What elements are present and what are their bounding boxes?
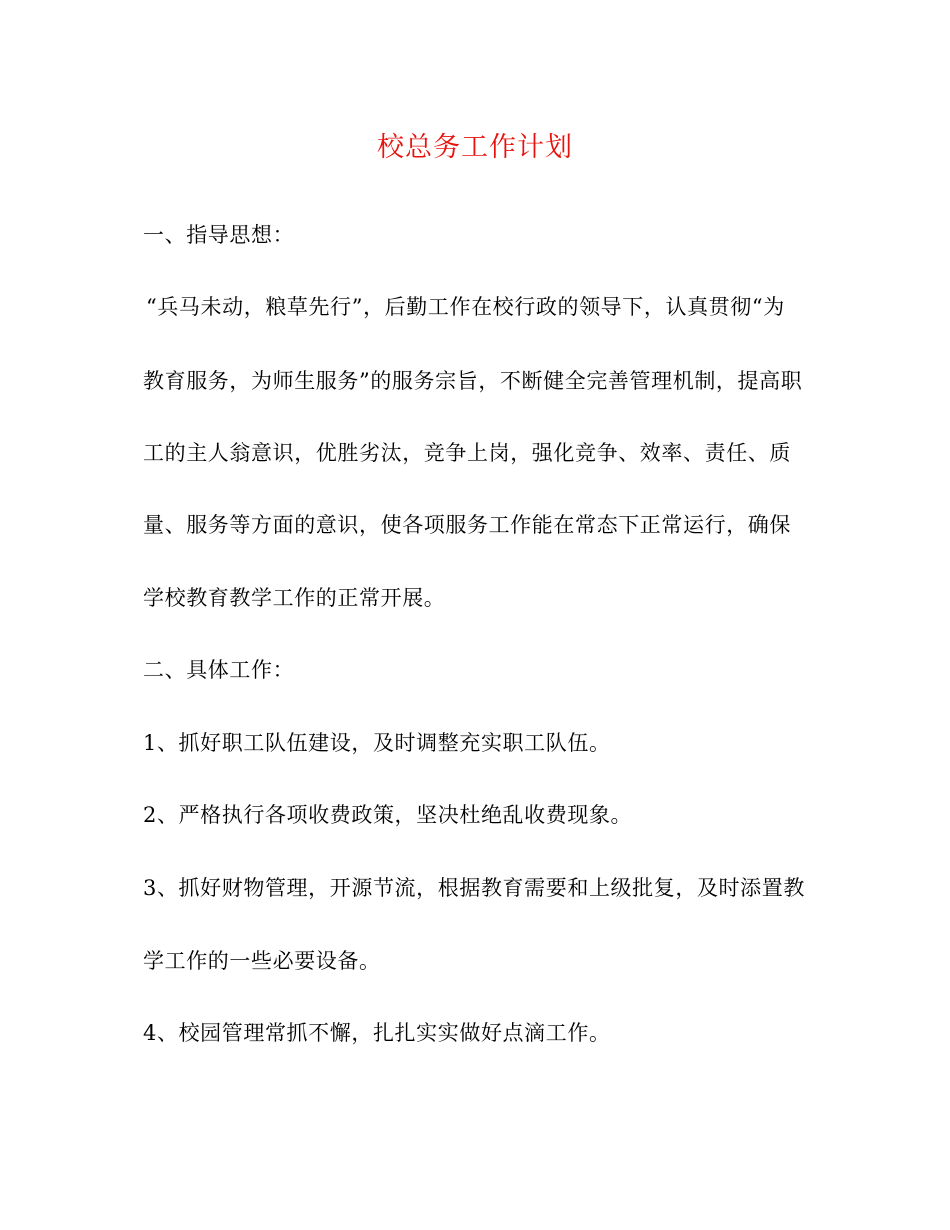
list-item: 2、严格执行各项收费政策，坚决杜绝乱收费现象。 [143,803,633,827]
document-title: 校总务工作计划 [377,132,573,163]
paragraph-line: 工的主人翁意识，优胜劣汰，竞争上岗，强化竞争、效率、责任、质 [143,441,791,465]
list-item: 3、抓好财物管理，开源节流，根据教育需要和上级批复，及时添置教 [143,876,805,900]
paragraph-line: 教育服务，为师生服务”的服务宗旨，不断健全完善管理机制，提高职 [143,369,803,393]
section-heading-specific-work: 二、具体工作： [143,658,295,682]
paragraph-line: 量、服务等方面的意识，使各项服务工作能在常态下正常运行，确保 [143,513,791,537]
paragraph-line: 学校教育教学工作的正常开展。 [143,586,446,610]
section-heading-guiding-ideology: 一、指导思想： [143,223,295,247]
list-item-continuation: 学工作的一些必要设备。 [143,949,381,973]
list-item: 1、抓好职工队伍建设，及时调整充实职工队伍。 [143,731,611,755]
list-item: 4、校园管理常抓不懈，扎扎实实做好点滴工作。 [143,1021,611,1045]
paragraph-line: “兵马未动，粮草先行”，后勤工作在校行政的领导下，认真贯彻“为 [146,295,785,319]
